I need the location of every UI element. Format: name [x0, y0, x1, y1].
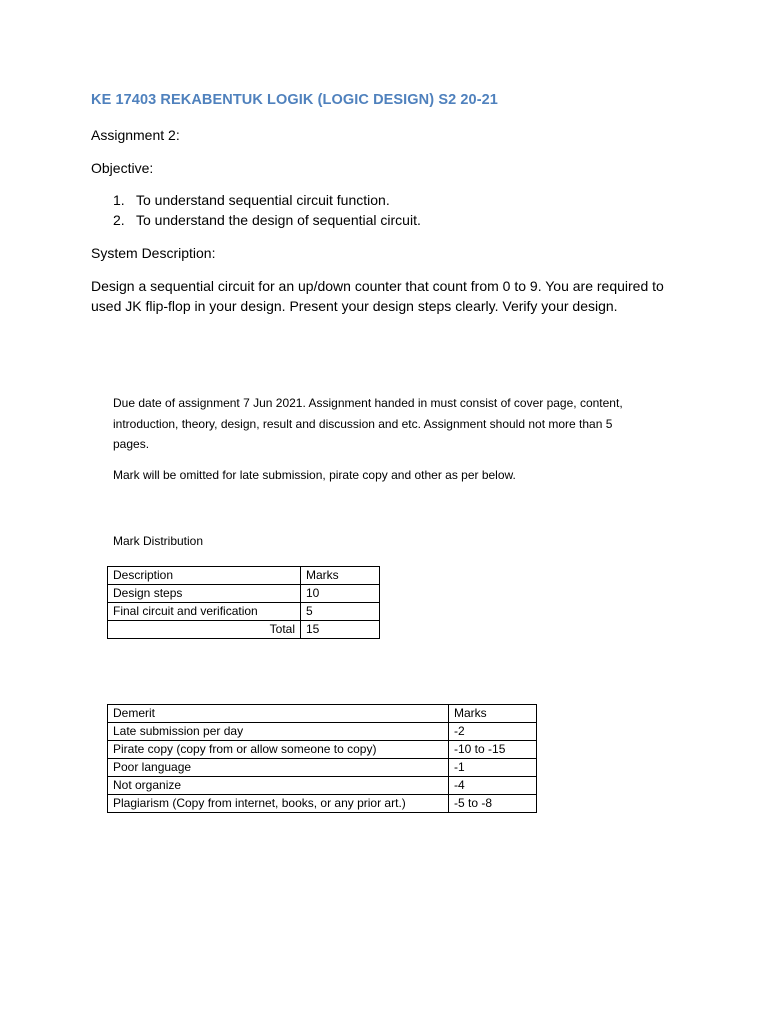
due-line: introduction, theory, design, result and discussion and etc. Assignment should not more than 5: [113, 416, 613, 431]
table-cell: Design steps: [108, 585, 301, 603]
table-cell: -1: [449, 759, 537, 777]
table-header: Marks: [301, 567, 380, 585]
total-value: 15: [301, 621, 380, 639]
list-text: To understand the design of sequential circuit.: [136, 212, 421, 228]
system-description-line: used JK flip-flop in your design. Present your design steps clearly. Verify your design.: [91, 298, 618, 314]
table-row: [108, 603, 380, 621]
total-label: Total: [108, 621, 301, 639]
list-number: 2.: [113, 212, 125, 228]
table-row: [108, 795, 537, 813]
table-cell: Final circuit and verification: [108, 603, 301, 621]
table-total-row: [108, 621, 380, 639]
table-cell: Not organize: [108, 777, 449, 795]
table-cell: 5: [301, 603, 380, 621]
table-header-row: [108, 567, 380, 585]
objective-label: Objective:: [91, 160, 154, 176]
table-row: [108, 585, 380, 603]
table-cell: -10 to -15: [449, 741, 537, 759]
list-text: To understand sequential circuit function.: [136, 192, 390, 208]
table-row: [108, 759, 537, 777]
due-line: Due date of assignment 7 Jun 2021. Assignment handed in must consist of cover page, content,: [113, 396, 623, 410]
due-line: pages.: [113, 437, 150, 451]
system-description-line: Design a sequential circuit for an up/down counter that count from 0 to 9. You are required to: [91, 278, 664, 294]
table-header: Description: [108, 567, 301, 585]
mark-distribution-label: Mark Distribution: [113, 534, 204, 548]
table-row: [108, 723, 537, 741]
assignment-label: Assignment 2:: [91, 127, 180, 143]
table-row: [108, 741, 537, 759]
table-row: [108, 777, 537, 795]
demerit-table: [107, 704, 537, 813]
table-cell: Pirate copy (copy from or allow someone to copy): [108, 741, 449, 759]
system-description-label: System Description:: [91, 245, 216, 261]
list-number: 1.: [113, 192, 125, 208]
table-header: Demerit: [108, 705, 449, 723]
mark-distribution-table: [107, 566, 380, 639]
course-title: KE 17403 REKABENTUK LOGIK (LOGIC DESIGN) S2 20-21: [91, 92, 498, 108]
list-item: [91, 190, 421, 210]
table-header-row: [108, 705, 537, 723]
table-cell: Plagiarism (Copy from internet, books, or any prior art.): [108, 795, 449, 813]
table-header: Marks: [449, 705, 537, 723]
table-cell: -2: [449, 723, 537, 741]
due-date-note: [113, 393, 673, 455]
mark-omit-note: Mark will be omitted for late submission, pirate copy and other as per below.: [113, 468, 516, 482]
table-cell: Poor language: [108, 759, 449, 777]
table-cell: 10: [301, 585, 380, 603]
table-cell: Late submission per day: [108, 723, 449, 741]
objectives-list: [91, 190, 421, 230]
list-item: [91, 210, 421, 230]
table-cell: -5 to -8: [449, 795, 537, 813]
system-description-text: [91, 276, 691, 316]
table-cell: -4: [449, 777, 537, 795]
